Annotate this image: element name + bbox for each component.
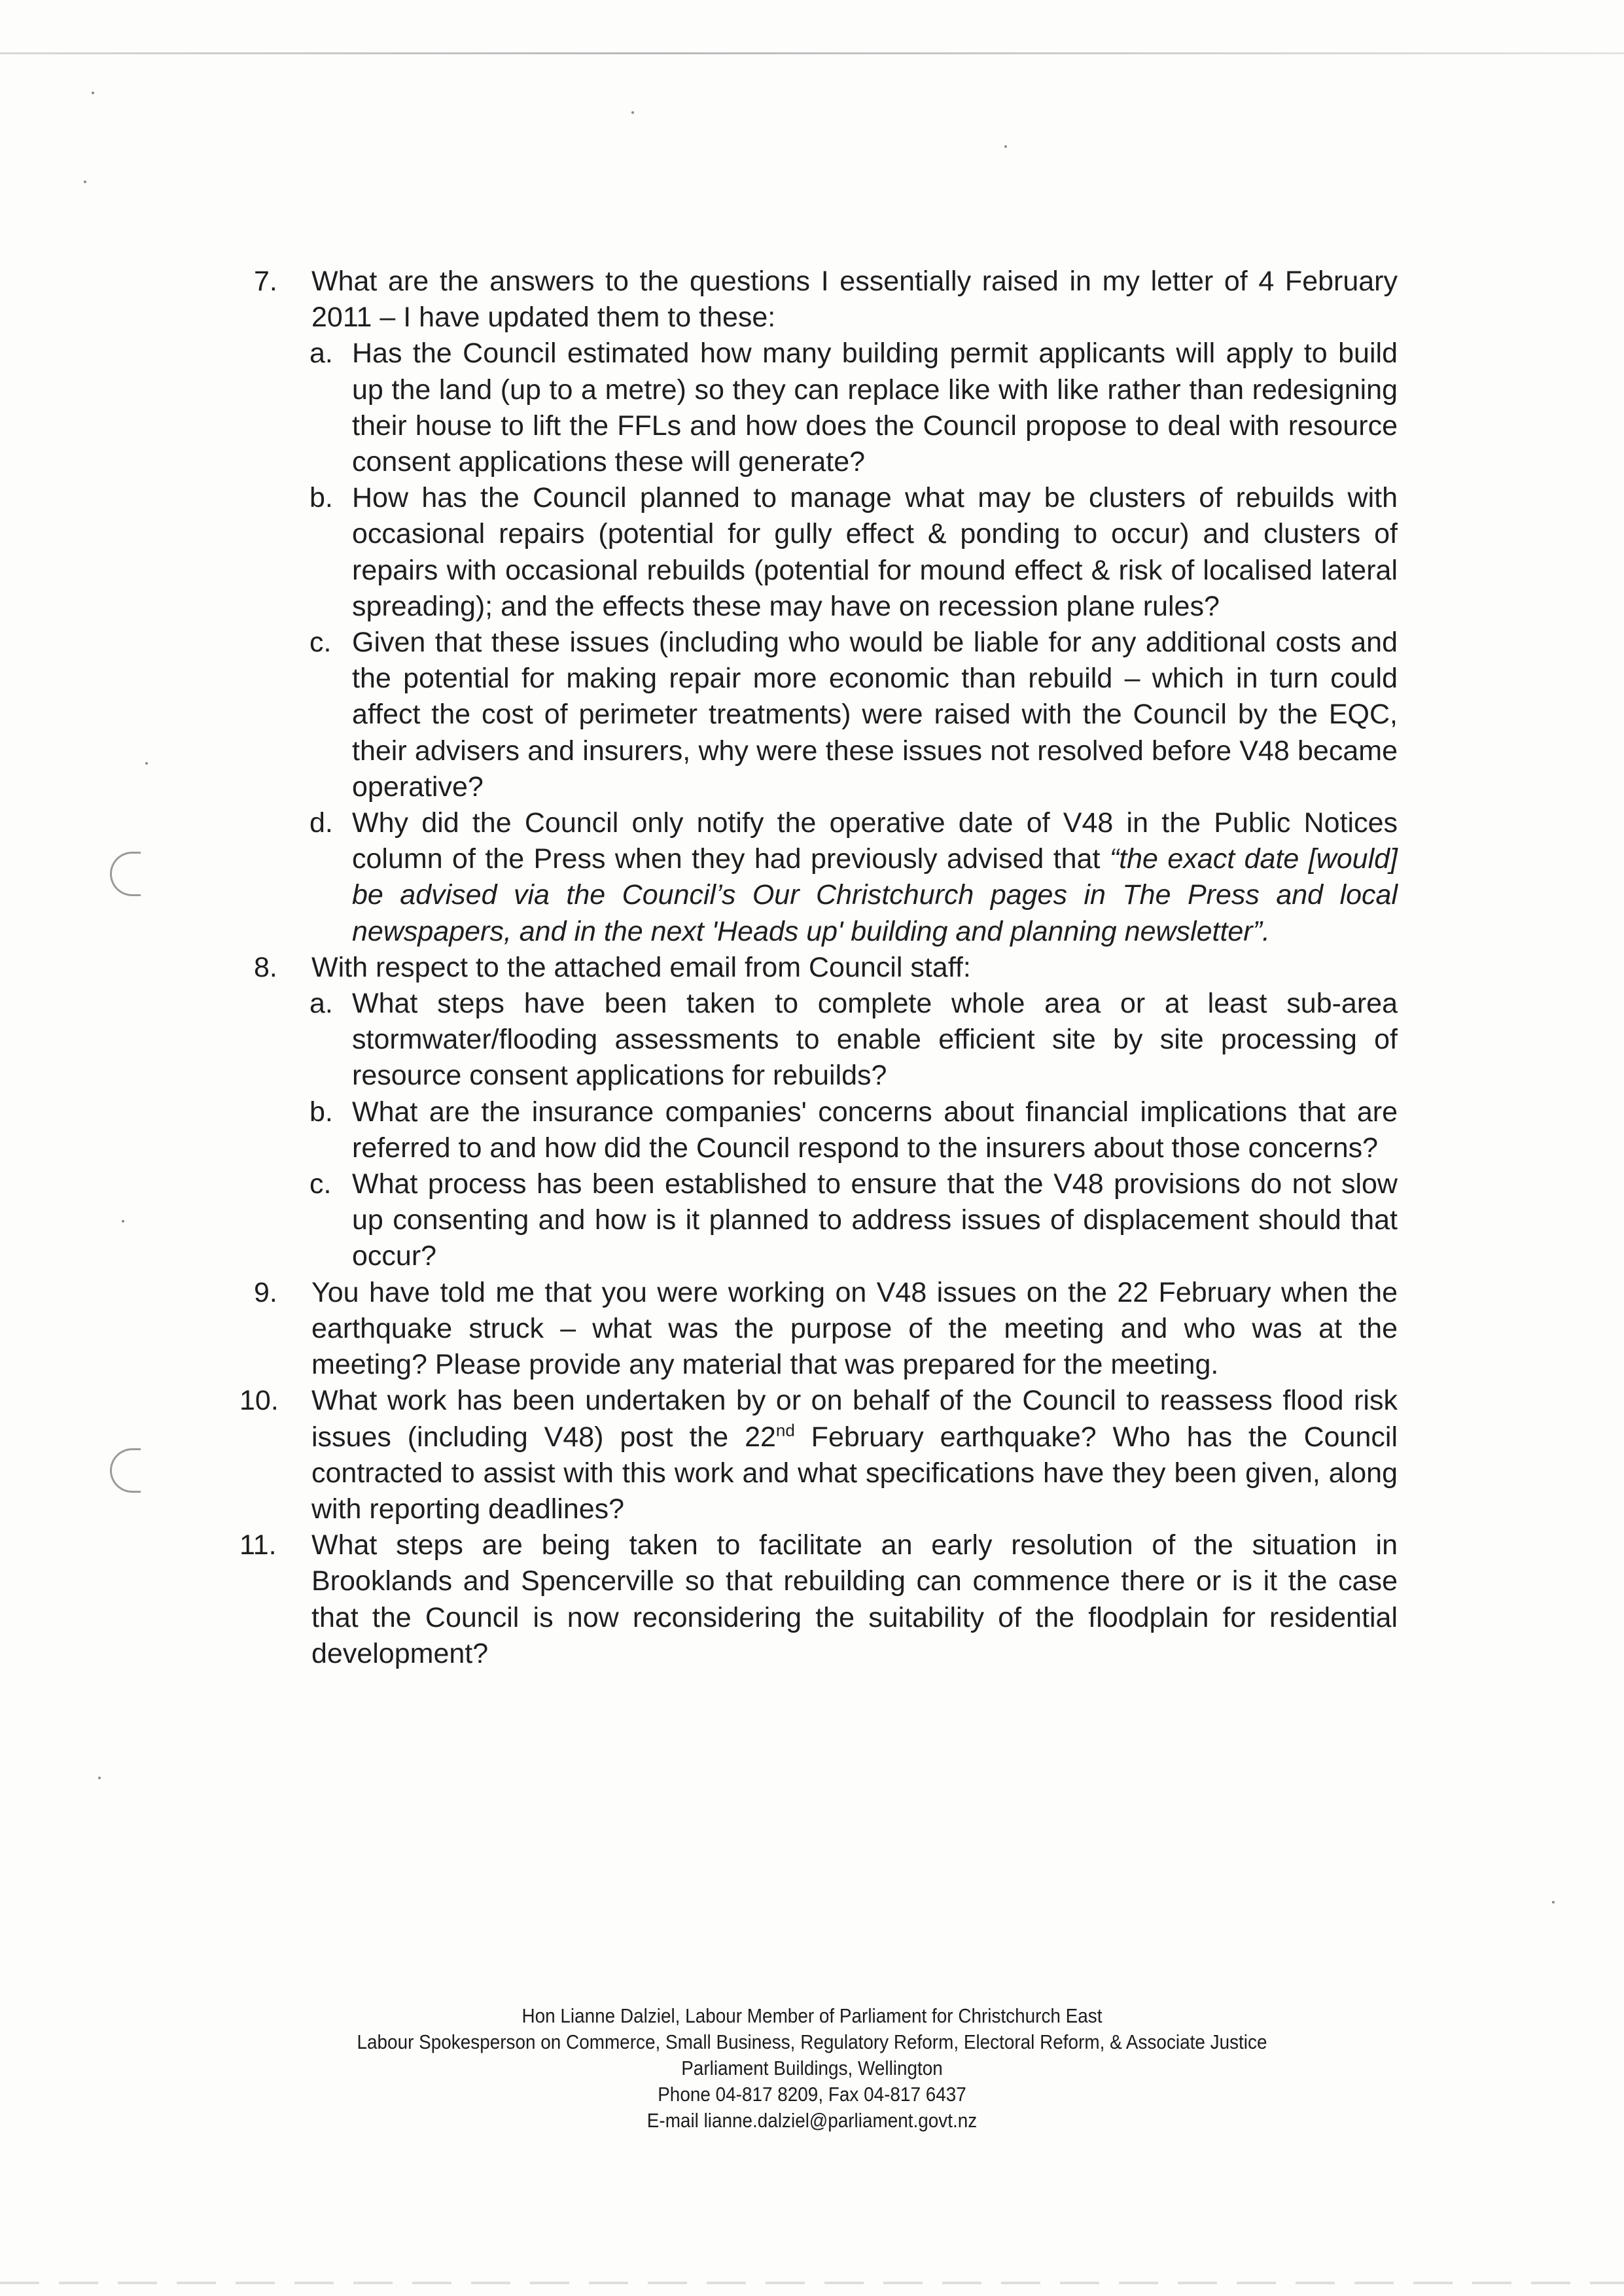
sub-item-text: How has the Council planned to manage what may be clusters of rebuilds with occasional repairs (potential for gully effect & ponding to occur) and clusters of repairs with occasional rebuilds (potential for mound effect & risk of localised lateral spreading); and the effects these may have on recession plane rules? <box>352 482 1398 622</box>
sub-item-letter: b. <box>309 1096 333 1128</box>
sub-item-letter: a. <box>309 338 333 370</box>
item-text: What are the answers to the questions I essentially raised in my letter of 4 February 2011 – I have updated them to these: <box>311 266 1398 334</box>
footer-email-line: E-mail lianne.dalziel@parliament.govt.nz <box>646 2109 978 2132</box>
sub-item-letter: a. <box>309 988 333 1020</box>
sub-item-text <box>352 805 1398 950</box>
question-item-11 <box>239 1527 1398 1672</box>
sub-item <box>254 986 1398 1094</box>
question-item-10 <box>239 1383 1398 1527</box>
item-text: What steps are being taken to facilitate an early resolution of the situation in Brooklands and Spencerville so that rebuilding can commence there or is it the case that the Council is now reconsidering the suitability of the floodplain for residential development? <box>311 1529 1398 1669</box>
item-text <box>311 1383 1398 1527</box>
ordinal-suffix: nd <box>775 1420 795 1440</box>
item-text: With respect to the attached email from Council staff: <box>311 951 971 983</box>
scan-top-edge <box>0 52 1624 54</box>
scan-speck <box>98 1777 101 1779</box>
sub-item-text: What process has been established to ensure that the V48 provisions do not slow up consenting and how is it planned to address issues of displacement should that occur? <box>352 1168 1398 1272</box>
scan-speck <box>1552 1901 1555 1904</box>
sub-item-text: What are the insurance companies' concerns about financial implications that are referred to and how did the Council respond to the insurers about those concerns? <box>352 1096 1398 1164</box>
footer-phone-line: Phone 04-817 8209, Fax 04-817 6437 <box>658 2083 966 2106</box>
item-number: 11. <box>239 1529 277 1561</box>
item-number: 8. <box>254 951 277 983</box>
scan-speck <box>122 1220 124 1223</box>
item-text: You have told me that you were working on V48 issues on the 22 February when the earthquake struck – what was the purpose of the meeting and who was at the meeting? Please provide any material that was prepared for the meeting. <box>311 1276 1398 1381</box>
scan-speck <box>92 92 94 94</box>
question-list <box>239 264 1398 1672</box>
sub-item <box>254 1166 1398 1275</box>
letterhead-footer <box>81 2003 1543 2134</box>
sub-item-text: Given that these issues (including who would be liable for any additional costs and the potential for making repair more economic than rebuild – which in turn could affect the cost of perimeter treatments) were raised with the Council by the EQC, their advisers and insurers, why were these issues not resolved before V48 became operative? <box>352 627 1398 803</box>
footer-name-line: Hon Lianne Dalziel, Labour Member of Parliament for Christchurch East <box>521 2004 1103 2027</box>
sub-question-list <box>254 336 1398 949</box>
sub-item-letter: c. <box>309 627 332 659</box>
scan-speck <box>145 762 148 765</box>
sub-item-letter: c. <box>309 1168 332 1200</box>
sub-item-text: Has the Council estimated how many building permit applicants will apply to build up the land (up to a metre) so they can replace like with like rather than redesigning their house to lift the FFLs and how does the Council propose to deal with resource consent applications these will generate? <box>352 338 1398 478</box>
sub-question-list <box>254 986 1398 1275</box>
sub-item <box>254 1094 1398 1166</box>
sub-item <box>254 336 1398 480</box>
sub-item <box>254 625 1398 805</box>
scan-speck <box>1004 145 1007 148</box>
sub-item-letter: d. <box>309 807 333 839</box>
sub-item <box>254 805 1398 950</box>
question-item-8 <box>254 950 1398 986</box>
sub-item-text-plain: Why did the Council only notify the operative date of V48 in the Public Notices column of the Press when they had previously advised that <box>352 807 1398 875</box>
footer-portfolio-line: Labour Spokesperson on Commerce, Small Business, Regulatory Reform, Electoral Reform, & Associate Justice <box>357 2030 1267 2053</box>
scan-bottom-edge <box>0 2282 1624 2284</box>
scan-speck <box>631 111 634 114</box>
sub-item-letter: b. <box>309 482 333 514</box>
item-number: 9. <box>254 1276 277 1308</box>
footer-address-line: Parliament Buildings, Wellington <box>681 2057 943 2079</box>
question-item-7 <box>254 264 1398 336</box>
sub-item <box>254 480 1398 625</box>
item-number: 10. <box>239 1385 279 1417</box>
item-text-part: What work has been undertaken by or on behalf of the Council to reassess flood risk issues (including V48) post the 22 <box>311 1385 1398 1453</box>
quoted-text: “the exact date [would] be advised via the Council’s Our Christchurch pages in The Press and local newspapers, and in the next 'Heads up' building and planning newsletter”. <box>352 843 1398 947</box>
punch-hole-mark <box>110 852 141 896</box>
item-number: 7. <box>254 266 277 297</box>
item-text-part: February earthquake? Who has the Council contracted to assist with this work and what specifications have they been given, along with reporting deadlines? <box>311 1421 1398 1525</box>
sub-item-text: What steps have been taken to complete whole area or at least sub-area stormwater/flooding assessments to enable efficient site by site processing of resource consent applications for rebuilds? <box>352 988 1398 1092</box>
question-item-9 <box>254 1275 1398 1383</box>
scan-speck <box>84 181 86 183</box>
punch-hole-mark <box>110 1448 141 1493</box>
